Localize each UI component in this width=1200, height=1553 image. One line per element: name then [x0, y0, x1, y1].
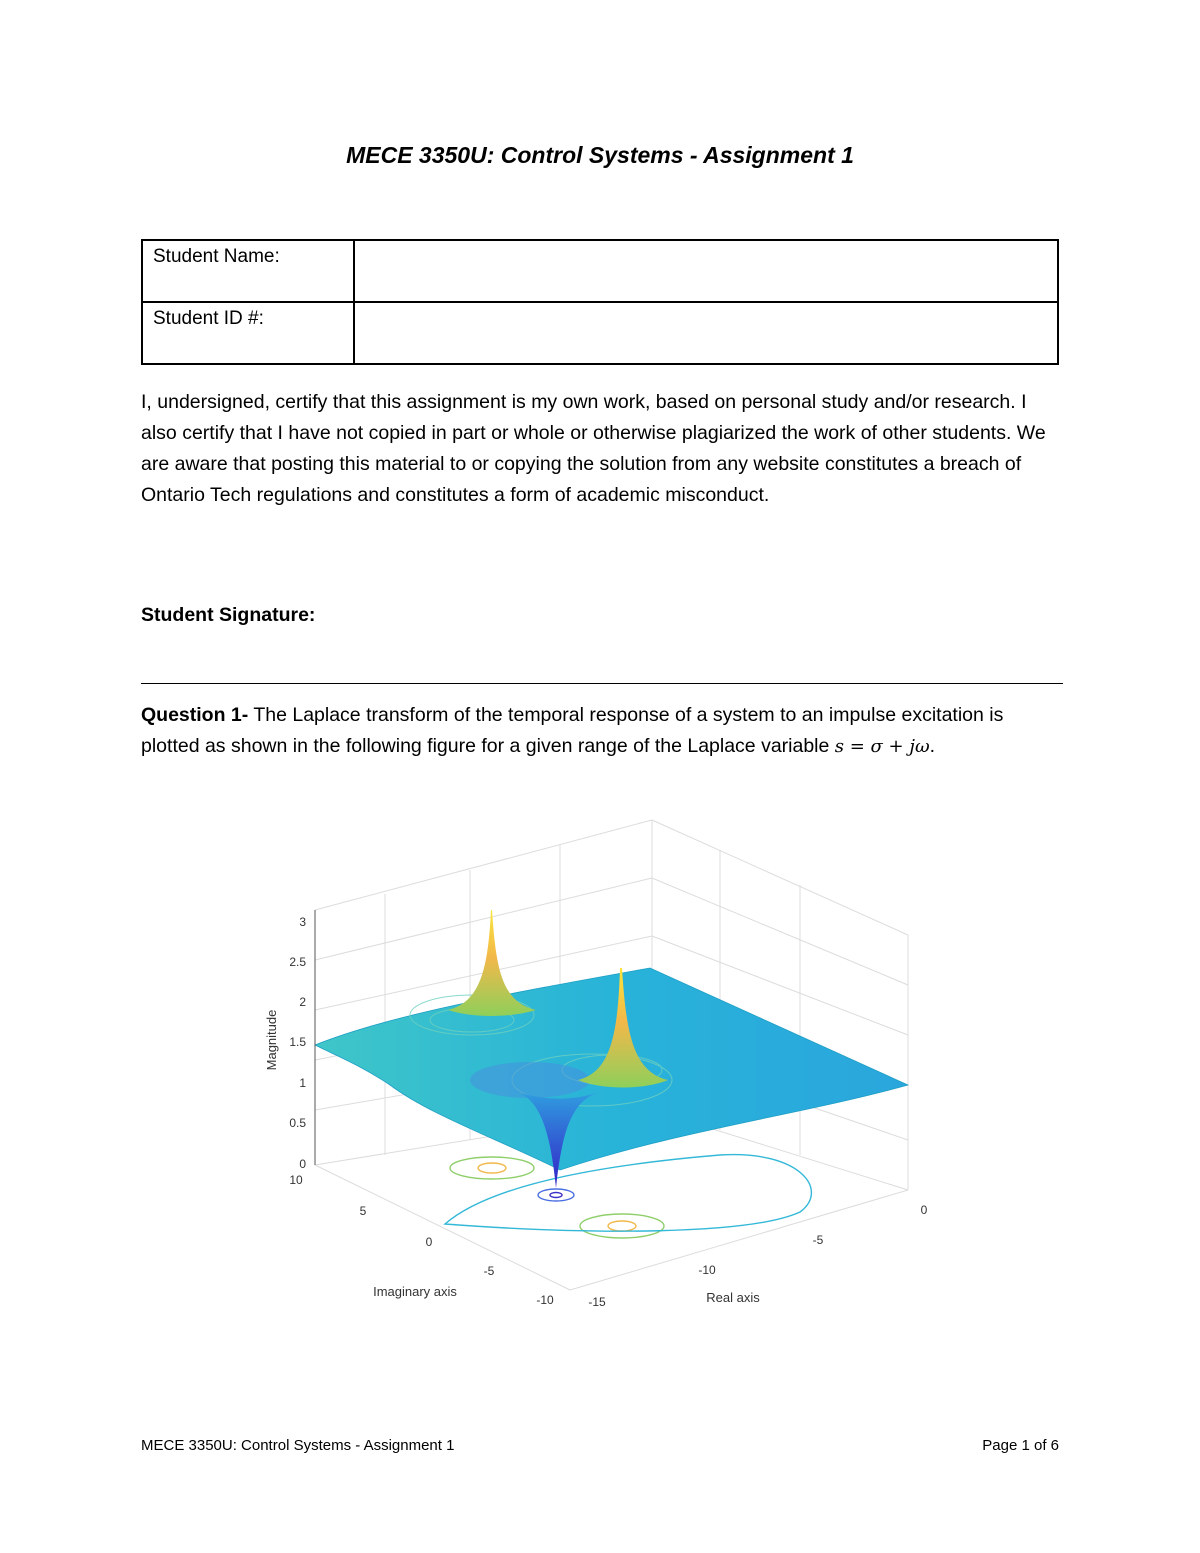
imag-tick-label: 0: [425, 1235, 433, 1249]
section-divider: [141, 683, 1063, 684]
z-tick-label: 3: [299, 915, 306, 929]
student-name-field[interactable]: [354, 240, 1058, 302]
floor-contours: [445, 1155, 811, 1238]
z-axis: [289, 910, 315, 1171]
question-end: .: [929, 735, 936, 757]
question-1: [141, 700, 1066, 762]
real-tick-label: -15: [588, 1295, 606, 1309]
signature-label: Student Signature:: [141, 604, 316, 626]
z-tick-label: 0.5: [289, 1116, 306, 1130]
imag-tick-label: -5: [483, 1264, 495, 1278]
z-axis-label: Magnitude: [264, 1009, 279, 1071]
z-tick-label: 1: [299, 1076, 306, 1090]
contour-outer-loop: [445, 1155, 811, 1232]
student-id-field[interactable]: [354, 302, 1058, 364]
surface-dip-shade: [470, 1062, 590, 1098]
student-name-row: [142, 240, 1058, 302]
laplace-surface-plot: [240, 810, 960, 1330]
z-tick-label: 0: [299, 1157, 306, 1171]
z-tick-label: 1.5: [289, 1035, 306, 1049]
declaration-text: I, undersigned, certify that this assignment is my own work, based on personal study and/or research. I also certify that I have not copied in part or whole or otherwise plagiarized the work of other students. We are aware that posting this material to or copying the solution from any website constitutes a breach of Ontario Tech regulations and constitutes a form of academic misconduct.: [141, 391, 1046, 506]
laplace-variable-equation: s = σ + jω: [834, 736, 930, 757]
footer-page-number: Page 1 of 6: [982, 1437, 1059, 1454]
imaginary-axis-label: Imaginary axis: [373, 1284, 457, 1299]
question-text: The Laplace transform of the temporal response of a system to an impulse excitation is plotted as shown in the following figure for a given range of the Laplace variable: [141, 704, 1004, 757]
page-title: MECE 3350U: Control Systems - Assignment 1: [346, 142, 854, 168]
imag-tick-label: -10: [536, 1293, 554, 1307]
question-label: Question 1-: [141, 704, 249, 726]
student-id-row: [142, 302, 1058, 364]
student-id-label: Student ID #:: [142, 302, 354, 364]
z-tick-label: 2.5: [289, 955, 306, 969]
student-info-table: [141, 239, 1059, 365]
real-tick-label: 0: [920, 1203, 928, 1217]
student-name-label: Student Name:: [142, 240, 354, 302]
z-tick-label: 2: [299, 995, 306, 1009]
imag-tick-label: 10: [289, 1173, 303, 1187]
contour-zero: [538, 1189, 574, 1201]
declaration-paragraph: [141, 387, 1066, 511]
imag-tick-label: 5: [359, 1204, 367, 1218]
contour-lower-pole: [580, 1214, 664, 1238]
real-tick-label: -10: [698, 1263, 716, 1277]
footer-course-title: MECE 3350U: Control Systems - Assignment 1: [141, 1437, 455, 1454]
contour-upper-pole: [450, 1157, 534, 1179]
real-axis-label: Real axis: [706, 1290, 760, 1305]
real-tick-label: -5: [812, 1233, 824, 1247]
